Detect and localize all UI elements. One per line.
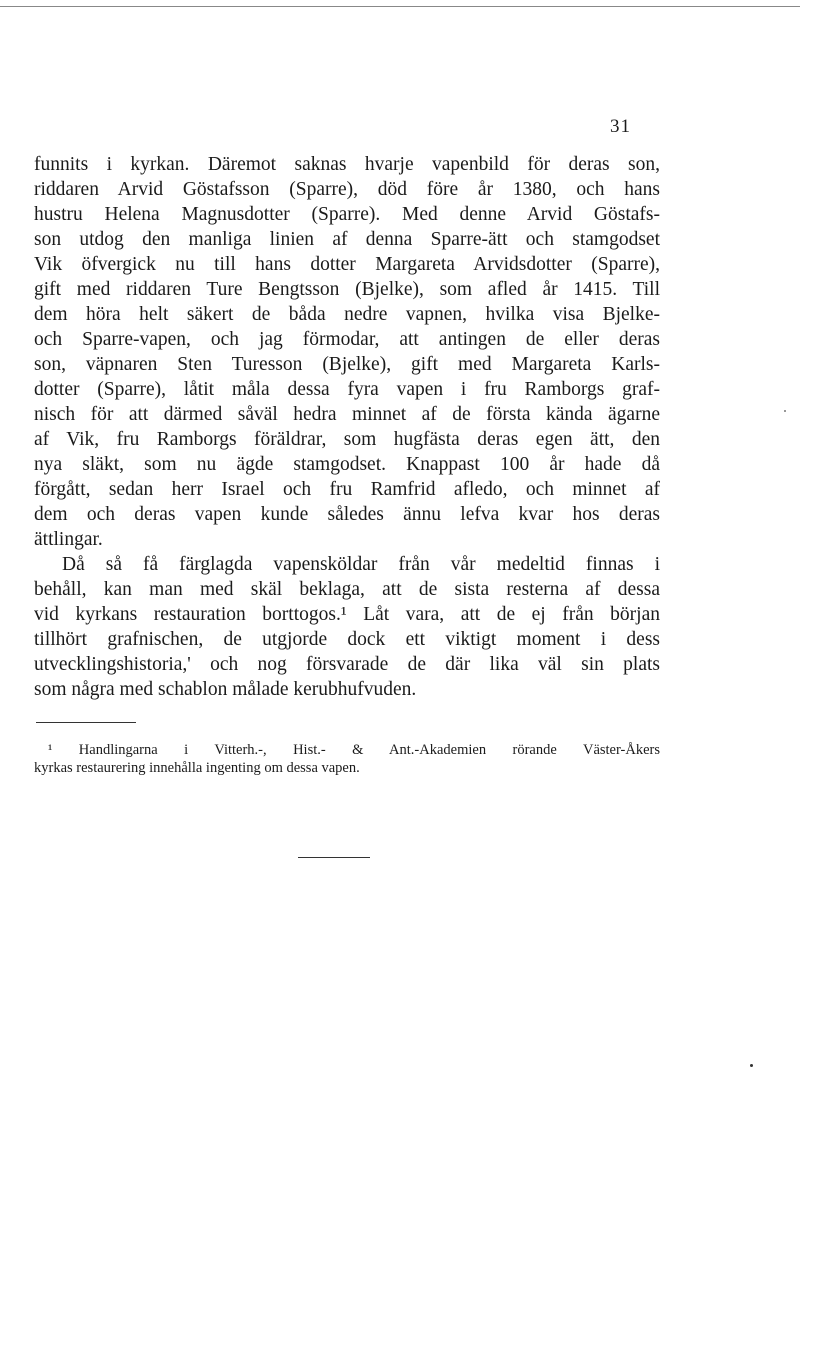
body-line: dotter (Sparre), låtit måla dessa fyra vapen i fru Ramborgs graf- xyxy=(34,379,660,400)
body-line: dem höra helt säkert de båda nedre vapnen, hvilka visa Bjelke- xyxy=(34,304,660,325)
body-line: hustru Helena Magnusdotter (Sparre). Med denne Arvid Göstafs- xyxy=(34,204,660,225)
body-line: utvecklingshistoria,' och nog försvarade de där lika väl sin plats xyxy=(34,654,660,675)
body-line: riddaren Arvid Göstafsson (Sparre), död före år 1380, och hans xyxy=(34,179,660,200)
paragraph-end-line: som några med schablon målade kerubhufvuden. xyxy=(34,679,417,700)
body-text xyxy=(34,152,660,702)
body-line: son, väpnaren Sten Turesson (Bjelke), gift med Margareta Karls- xyxy=(34,354,660,375)
paragraph-start-line: Då så få färglagda vapensköldar från vår medeltid finnas i xyxy=(62,554,660,575)
body-line: dem och deras vapen kunde således ännu lefva kvar hos deras xyxy=(34,504,660,525)
body-line: och Sparre-vapen, och jag förmodar, att antingen de eller deras xyxy=(34,329,660,350)
body-line: funnits i kyrkan. Däremot saknas hvarje vapenbild för deras son, xyxy=(34,154,660,175)
scan-speck xyxy=(784,410,786,412)
page-number: 31 xyxy=(610,116,631,137)
paragraph-end-line: ättlingar. xyxy=(34,529,103,550)
body-line: förgått, sedan herr Israel och fru Ramfrid afledo, och minnet af xyxy=(34,479,660,500)
body-line: tillhört grafnischen, de utgjorde dock ett viktigt moment i dess xyxy=(34,629,660,650)
body-line: nya släkt, som nu ägde stamgodset. Knappast 100 år hade då xyxy=(34,454,660,475)
scan-speck xyxy=(750,1064,753,1067)
body-line: af Vik, fru Ramborgs föräldrar, som hugfästa deras egen ätt, den xyxy=(34,429,660,450)
top-scan-rule xyxy=(0,6,800,7)
footnote-line: kyrkas restaurering innehålla ingenting om dessa vapen. xyxy=(34,760,360,776)
footnote xyxy=(34,741,660,777)
footnote-separator xyxy=(36,722,136,723)
body-line: vid kyrkans restauration borttogos.¹ Låt vara, att de ej från början xyxy=(34,604,660,625)
body-line: Vik öfvergick nu till hans dotter Margareta Arvidsdotter (Sparre), xyxy=(34,254,660,275)
body-line: nisch för att därmed såväl hedra minnet af de första kända ägarne xyxy=(34,404,660,425)
body-line: son utdog den manliga linien af denna Sparre-ätt och stamgodset xyxy=(34,229,660,250)
footnote-line: ¹ Handlingarna i Vitterh.-, Hist.- & Ant.-Akademien rörande Väster-Åkers xyxy=(48,742,660,758)
body-line: gift med riddaren Ture Bengtsson (Bjelke), som afled år 1415. Till xyxy=(34,279,660,300)
end-rule xyxy=(298,857,370,858)
body-line: behåll, kan man med skäl beklaga, att de sista resterna af dessa xyxy=(34,579,660,600)
